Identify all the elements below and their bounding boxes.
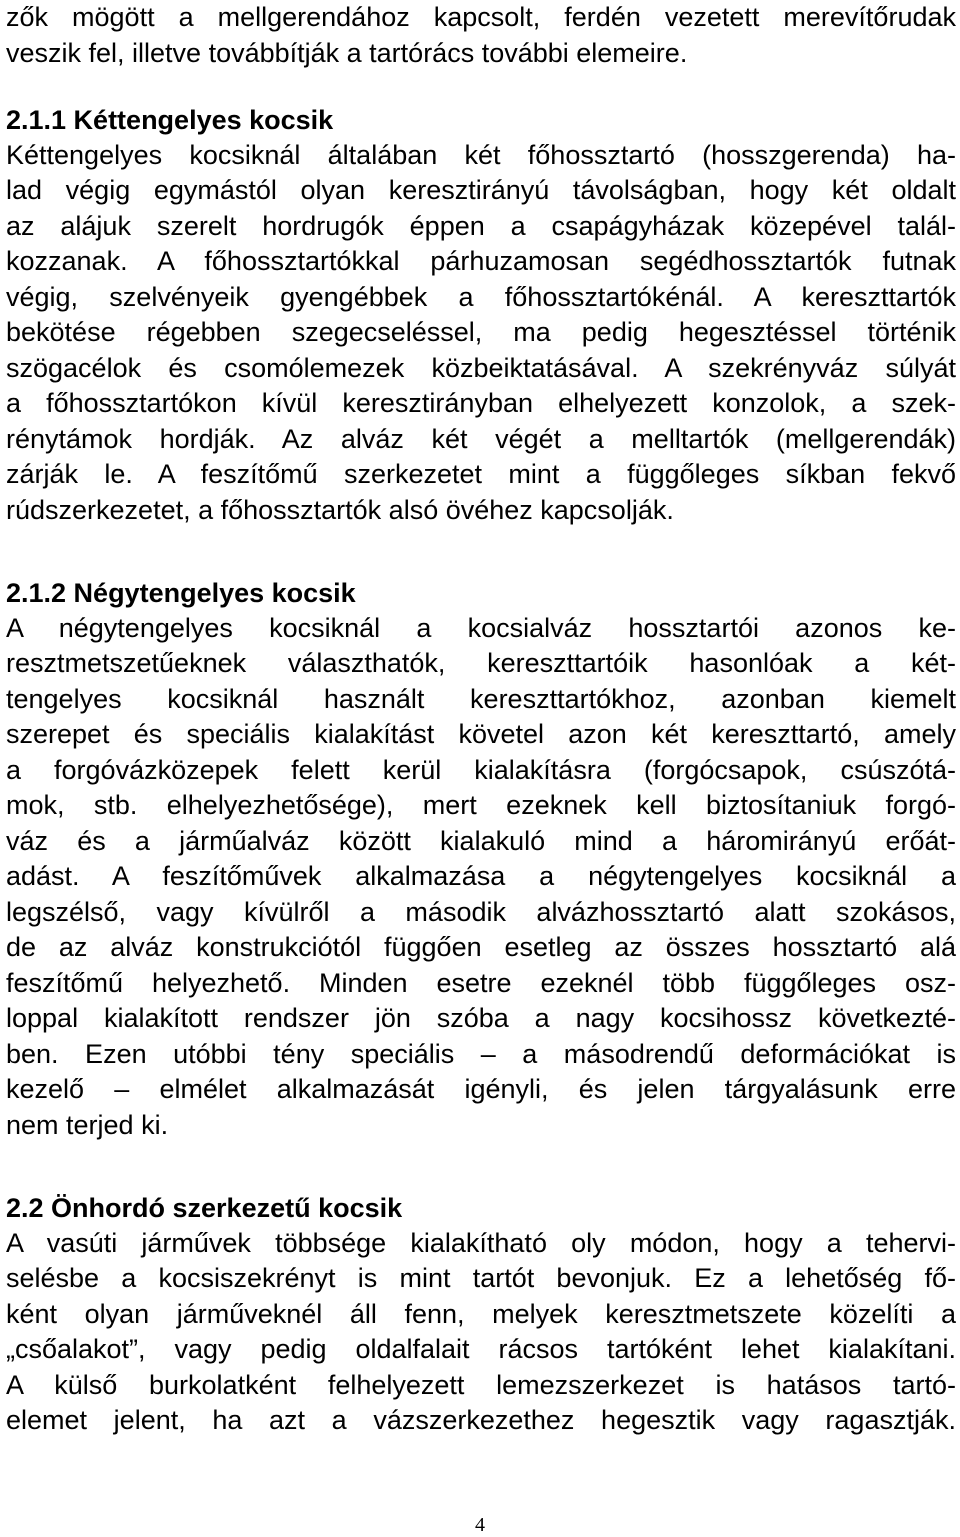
text-line: rúdszerkezetet, a főhossztartók alsó övéhez kapcsolják. bbox=[6, 494, 674, 525]
section-body bbox=[6, 138, 956, 529]
text-line: resztmetszetűeknek választhatók, kereszttartóik hasonlóak a két- bbox=[6, 648, 956, 678]
text-line: a forgóvázközepek felett kerül kialakításra (forgócsapok, csúszótá- bbox=[6, 754, 956, 785]
text-line: „csőalakot”, vagy pedig oldalfalait rácsos tartóként lehet kialakítani. bbox=[6, 1334, 956, 1364]
section-heading: 2.2 Önhordó szerkezetű kocsik bbox=[6, 1193, 403, 1223]
text-line: mok, stb. elhelyezhetősége), mert ezeknek kell biztosítaniuk forgó- bbox=[6, 790, 956, 820]
intro-paragraph bbox=[6, 0, 956, 71]
paragraph-text bbox=[6, 0, 956, 71]
text-line: elemet jelent, ha azt a vázszerkezethez hegesztik vagy ragasztják. bbox=[6, 1405, 956, 1435]
text-line: loppal kialakított rendszer jön szóba a nagy kocsihossz következté- bbox=[6, 1003, 956, 1033]
text-line: ben. Ezen utóbbi tény speciális – a másodrendű deformációkat is bbox=[6, 1038, 956, 1069]
text-line: zárják le. A feszítőmű szerkezetet mint a függőleges síkban fekvő bbox=[6, 459, 956, 489]
text-line: ként olyan járműveknél áll fenn, melyek keresztmetszete közelíti a bbox=[6, 1298, 956, 1329]
section-body bbox=[6, 611, 956, 1144]
text-line: legszélső, vagy kívülről a második alvázhossztartó alatt szokásos, bbox=[6, 896, 956, 927]
text-line: nem terjed ki. bbox=[6, 1109, 169, 1140]
text-line: feszítőmű helyezhető. Minden esetre ezeknél több függőleges osz- bbox=[6, 967, 956, 998]
text-line: A külső burkolatként felhelyezett lemezszerkezet is hatásos tartó- bbox=[6, 1369, 956, 1400]
text-line: a főhossztartókon kívül keresztirányban elhelyezett konzolok, a szek- bbox=[6, 388, 956, 418]
text-line: A vasúti járművek többsége kialakítható oly módon, hogy a tehervi- bbox=[6, 1227, 956, 1258]
section-2-1-1 bbox=[6, 103, 956, 528]
section-heading: 2.1.2 Négytengelyes kocsik bbox=[6, 578, 356, 608]
text-line: kezelő – elmélet alkalmazását igényli, és jelen tárgyalásunk erre bbox=[6, 1074, 956, 1104]
section-2-2 bbox=[6, 1191, 956, 1439]
text-line: váz és a járműalváz között kialakuló mind a háromirányú erőát- bbox=[6, 825, 956, 856]
text-line: szerepet és speciális kialakítást követel azon két kereszttartó, amely bbox=[6, 719, 956, 749]
text-line: tengelyes kocsiknál használt kereszttartókhoz, azonban kiemelt bbox=[6, 683, 956, 714]
text-line: végig, szelvényeik gyengébbek a főhossztartókénál. A kereszttartók bbox=[6, 281, 956, 312]
section-2-1-2 bbox=[6, 576, 956, 1143]
text-line: adást. A feszítőművek alkalmazása a négytengelyes kocsiknál a bbox=[6, 861, 956, 891]
text-line: az alájuk szerelt hordrugók éppen a csapágyházak közepével talál- bbox=[6, 210, 956, 241]
text-line: selésbe a kocsiszekrényt is mint tartót bevonjuk. Ez a lehetőség fő- bbox=[6, 1263, 956, 1293]
text-line: rénytámok hordják. Az alváz két végét a melltartók (mellgerendák) bbox=[6, 423, 956, 454]
text-line: Kéttengelyes kocsiknál általában két főhossztartó (hosszgerenda) ha- bbox=[6, 139, 956, 170]
text-line: veszik fel, illetve továbbítják a tartórács további elemeire. bbox=[6, 37, 688, 68]
page-number: 4 bbox=[475, 1514, 485, 1536]
text-line: bekötése régebben szegecseléssel, ma pedig hegesztéssel történik bbox=[6, 317, 956, 347]
text-line: zők mögött a mellgerendához kapcsolt, ferdén vezetett merevítőrudak bbox=[6, 2, 956, 32]
text-line: A négytengelyes kocsiknál a kocsialváz hossztartói azonos ke- bbox=[6, 612, 956, 643]
text-line: kozzanak. A főhossztartókkal párhuzamosan segédhossztartók futnak bbox=[6, 246, 956, 276]
section-heading: 2.1.1 Kéttengelyes kocsik bbox=[6, 105, 334, 135]
text-line: de az alváz konstrukciótól függően esetleg az összes hossztartó alá bbox=[6, 932, 956, 962]
text-line: szögacélok és csomólemezek közbeiktatásával. A szekrényváz súlyát bbox=[6, 352, 956, 383]
section-body bbox=[6, 1226, 956, 1439]
text-line: lad végig egymástól olyan keresztirányú távolságban, hogy két oldalt bbox=[6, 175, 956, 205]
